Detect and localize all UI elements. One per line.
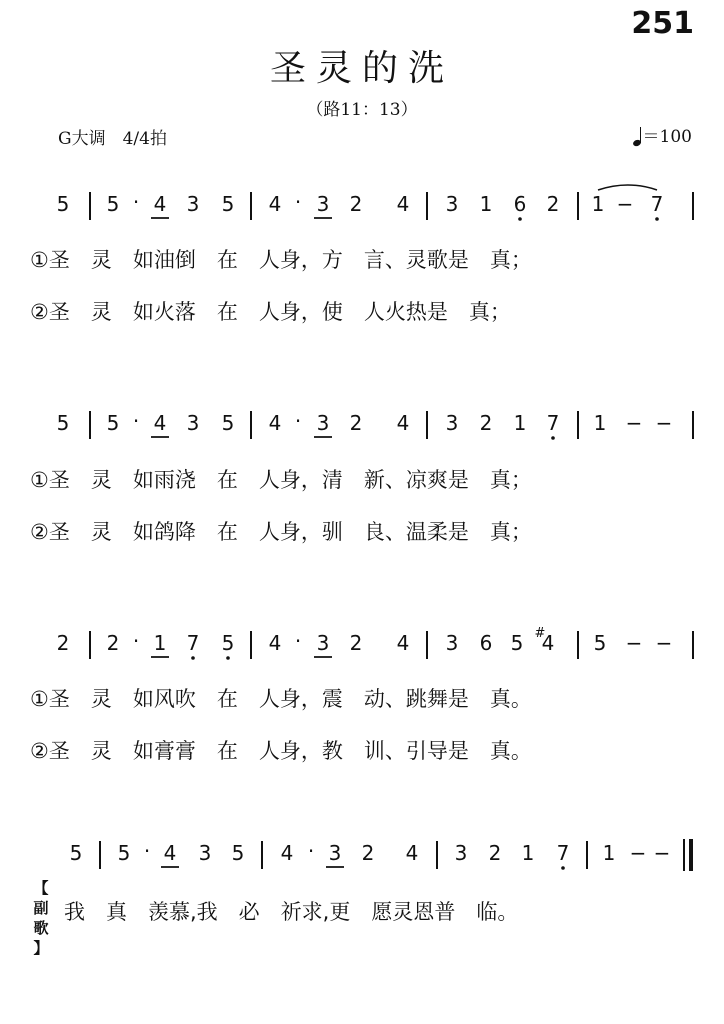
scripture-reference: （路11：13）: [306, 100, 418, 120]
note: 5: [221, 411, 235, 435]
note: 5: [593, 631, 607, 655]
note: 2: [56, 631, 70, 655]
note: 5: [221, 192, 235, 216]
note: 7: [186, 631, 200, 655]
notation-line-4: [0, 827, 724, 879]
dot: ·: [307, 839, 315, 863]
notation-line-1: [0, 178, 724, 230]
note: 3: [454, 841, 468, 865]
note: 5: [117, 841, 131, 865]
note: 1: [521, 841, 535, 865]
note: 4: [396, 192, 410, 216]
low-octave-dot: [561, 866, 565, 870]
note: 4: [268, 192, 282, 216]
lyric-line-1-verse-2: ②圣 灵 如火落 在 人身，使 人火热是 真；: [30, 300, 511, 324]
note: 5: [56, 411, 70, 435]
chorus-label: [30, 878, 52, 958]
tempo-marking: [633, 122, 692, 147]
note: 3: [186, 411, 200, 435]
low-octave-dot: [518, 217, 522, 221]
note: 3: [198, 841, 212, 865]
note: 2: [106, 631, 120, 655]
note: 5: [510, 631, 524, 655]
note: 4: [396, 411, 410, 435]
chorus-label-part: 】: [33, 939, 49, 957]
sharp-sign: #: [534, 626, 546, 641]
note: 4: [280, 841, 294, 865]
note: 2: [479, 411, 493, 435]
note: 4: [153, 192, 167, 216]
low-octave-dot: [551, 436, 555, 440]
note: 1: [602, 841, 616, 865]
key-signature: G大调 4/4拍: [58, 129, 167, 149]
note: 1: [153, 631, 167, 655]
lyric-line-3-verse-1: ①圣 灵 如风吹 在 人身，震 动、跳舞是 真。: [30, 687, 532, 711]
chorus-label-part: 【: [33, 879, 49, 897]
note: 4: [163, 841, 177, 865]
dash: −: [629, 841, 647, 865]
note: 3: [316, 192, 330, 216]
note: 4: [405, 841, 419, 865]
dot: ·: [294, 190, 302, 214]
dot: ·: [143, 839, 151, 863]
notation-line-3: [0, 617, 724, 669]
low-octave-dot: [226, 656, 230, 660]
note: 6: [479, 631, 493, 655]
note: 5: [106, 411, 120, 435]
note: 7: [650, 192, 664, 216]
lyric-chorus: 我 真 羡慕,我 必 祈求,更 愿灵恩普 临。: [64, 900, 519, 924]
note: 2: [349, 192, 363, 216]
dot: ·: [132, 629, 140, 653]
note: 1: [591, 192, 605, 216]
note: 5: [231, 841, 245, 865]
note: 7: [546, 411, 560, 435]
note: 3: [316, 411, 330, 435]
dot: ·: [294, 629, 302, 653]
low-octave-dot: [655, 217, 659, 221]
dash: −: [625, 631, 643, 655]
note: 3: [445, 411, 459, 435]
note: 2: [349, 631, 363, 655]
note: 4: [153, 411, 167, 435]
note: 6: [513, 192, 527, 216]
dash: −: [655, 411, 673, 435]
note: 3: [445, 192, 459, 216]
note: 4: [541, 631, 555, 655]
note: 4: [396, 631, 410, 655]
note: 7: [556, 841, 570, 865]
note: 2: [546, 192, 560, 216]
note: 4: [268, 411, 282, 435]
note: 3: [316, 631, 330, 655]
dot: ·: [132, 190, 140, 214]
tempo-value: ＝100: [642, 127, 692, 147]
dash: −: [616, 192, 634, 216]
note: 2: [349, 411, 363, 435]
lyric-line-2-verse-2: ②圣 灵 如鸽降 在 人身，驯 良、温柔是 真；: [30, 520, 532, 544]
note: 3: [328, 841, 342, 865]
dash: −: [655, 631, 673, 655]
note: 5: [106, 192, 120, 216]
tie-arc: [598, 185, 657, 190]
note: 4: [268, 631, 282, 655]
dash: −: [625, 411, 643, 435]
lyric-line-2-verse-1: ①圣 灵 如雨浇 在 人身，清 新、凉爽是 真；: [30, 468, 532, 492]
note: 3: [186, 192, 200, 216]
dot: ·: [294, 409, 302, 433]
note: 2: [361, 841, 375, 865]
chorus-label-part: 副: [33, 899, 49, 917]
dash: −: [653, 841, 671, 865]
notation-line-2: [0, 397, 724, 449]
quarter-note-icon: [633, 126, 643, 146]
page-title: 圣灵的洗: [269, 48, 454, 89]
dot: ·: [132, 409, 140, 433]
note: 1: [593, 411, 607, 435]
note: 1: [513, 411, 527, 435]
note: 5: [56, 192, 70, 216]
note: 2: [488, 841, 502, 865]
hymn-number: 251: [631, 6, 694, 41]
note: 1: [479, 192, 493, 216]
lyric-line-3-verse-2: ②圣 灵 如膏膏 在 人身，教 训、引导是 真。: [30, 739, 532, 763]
note: 3: [445, 631, 459, 655]
note: 5: [221, 631, 235, 655]
lyric-line-1-verse-1: ①圣 灵 如油倒 在 人身，方 言、灵歌是 真；: [30, 248, 532, 272]
note: 5: [69, 841, 83, 865]
chorus-label-part: 歌: [33, 919, 49, 937]
low-octave-dot: [191, 656, 195, 660]
